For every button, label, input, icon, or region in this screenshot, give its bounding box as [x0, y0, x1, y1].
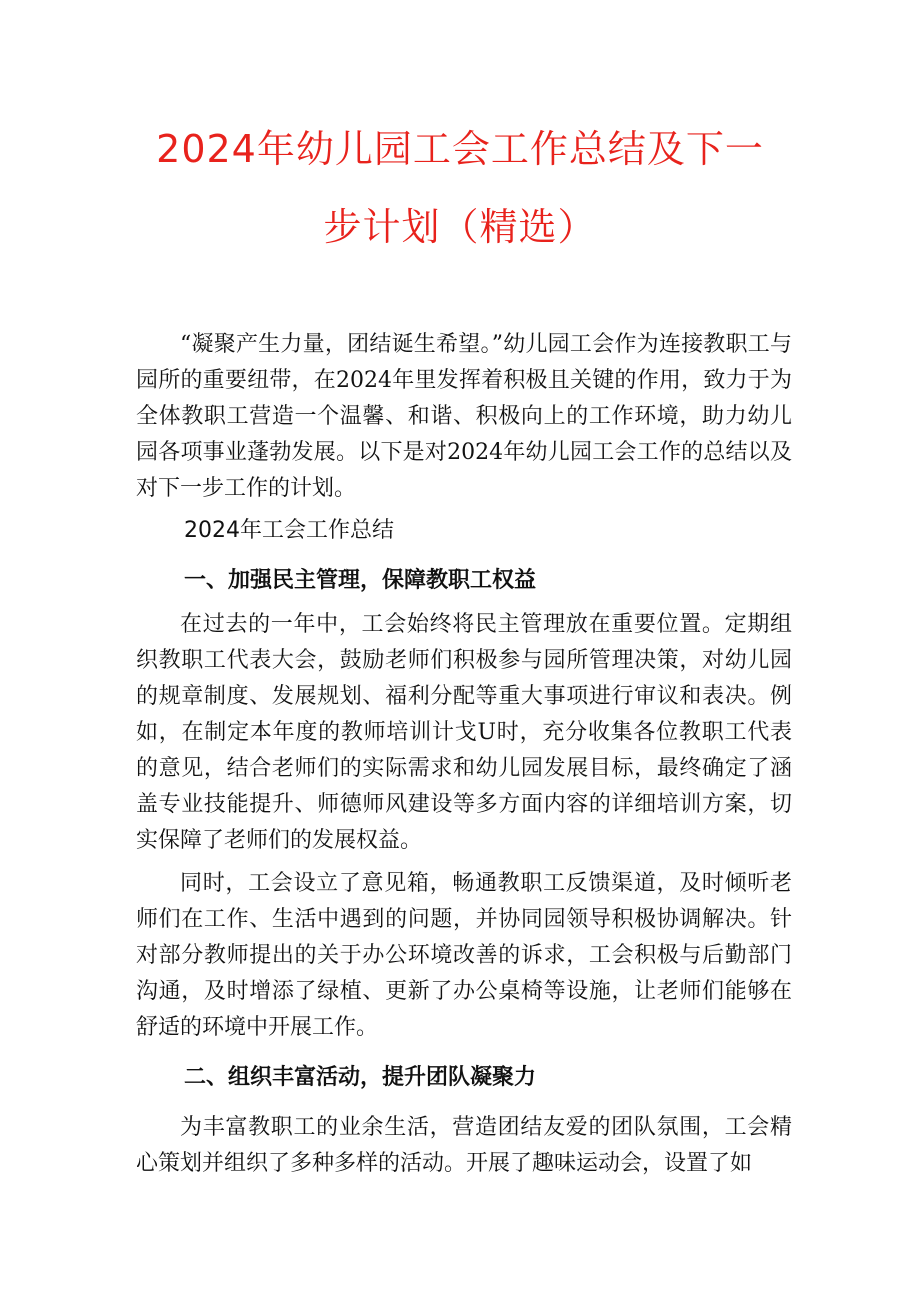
document-title-line-1: 2024年幼儿园工会工作总结及下一 — [156, 127, 764, 171]
section-1-paragraph-1: 在过去的一年中，工会始终将民主管理放在重要位置。定期组织教职工代表大会，鼓励老师们积极参与园所管理决策，对幼儿园的规章制度、发展规划、福利分配等重大事项进行审议和表决。例如，在制定本年度的教师培训计戈U时，充分收集各位教职工代表的意见，结合老师们的实际需求和幼儿园发展目标，最终确定了涵盖专业技能提升、师德师风建设等多方面内容的详细培训方案，切实保障了老师们的发展权益。 — [136, 612, 792, 853]
section-1-paragraph-2: 同时，工会设立了意见箱，畅通教职工反馈渠道，及时倾听老师们在工作、生活中遇到的问题，并协同园领导积极协调解决。针对部分教师提出的关于办公环境改善的诉求，工会积极与后勤部门沟通，及时增添了绿植、更新了办公桌椅等设施，让老师们能够在舒适的环境中开展工作。 — [136, 871, 792, 1040]
intro-paragraph: “凝聚产生力量，团结诞生希望。”幼儿园工会作为连接教职工与园所的重要纽带，在2024年里发挥着积极且关键的作用，致力于为全体教职工营造一个温馨、和谐、积极向上的工作环境，助力幼儿园各项事业蓬勃发展。以下是对2024年幼儿园工会工作的总结以及对下一步工作的计划。 — [136, 332, 792, 501]
section-1-heading: 一、加强民主管理，保障教职工权益 — [184, 568, 537, 593]
section-2-paragraph-1: 为丰富教职工的业余生活，营造团结友爱的团队氛围，工会精心策划并组织了多种多样的活动。开展了趣味运动会，设置了如 — [136, 1115, 792, 1176]
summary-heading: 2024年工会工作总结 — [184, 518, 394, 543]
section-2-heading: 二、组织丰富活动，提升团队凝聚力 — [184, 1065, 537, 1090]
document-title-line-2: 步计划（精选） — [323, 205, 597, 249]
